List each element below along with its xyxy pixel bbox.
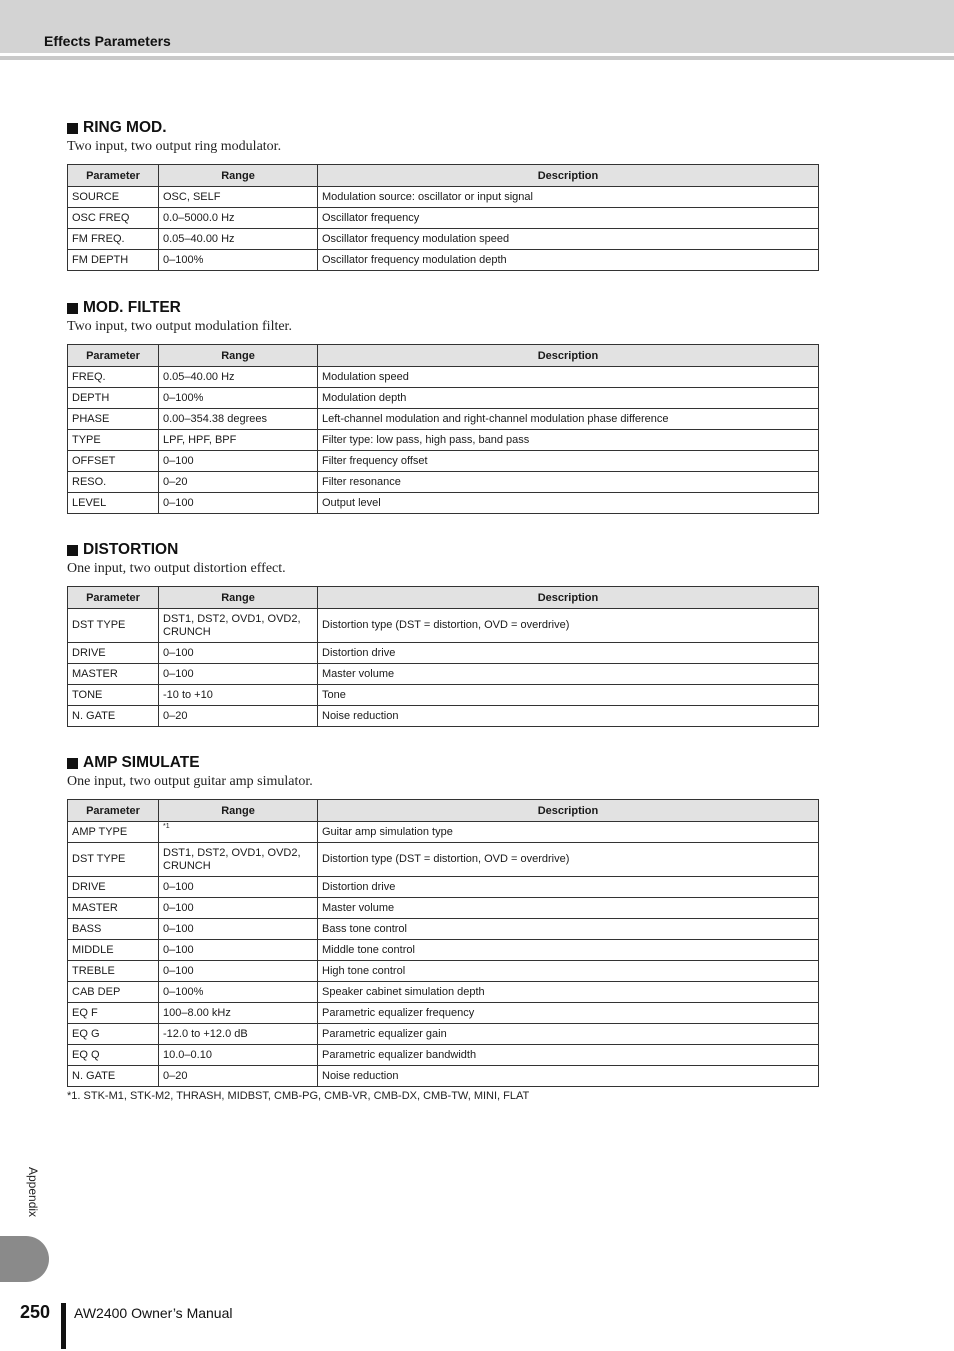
cell-description: Bass tone control (318, 919, 819, 940)
table-row (68, 1003, 819, 1024)
cell-description: Modulation depth (318, 388, 819, 409)
cell-description: Modulation source: oscillator or input signal (318, 187, 819, 208)
square-bullet-icon (67, 758, 78, 769)
table-row (68, 430, 819, 451)
parameter-table (67, 586, 819, 727)
cell-range (159, 822, 318, 843)
column-header-description: Description (318, 587, 819, 609)
table-row (68, 643, 819, 664)
cell-parameter: EQ F (68, 1003, 159, 1024)
table-row (68, 898, 819, 919)
cell-range: 0.05–40.00 Hz (159, 229, 318, 250)
cell-description: Noise reduction (318, 706, 819, 727)
table-row (68, 229, 819, 250)
cell-parameter: DST TYPE (68, 843, 159, 877)
column-header-description: Description (318, 165, 819, 187)
square-bullet-icon (67, 303, 78, 314)
cell-description: Oscillator frequency modulation depth (318, 250, 819, 271)
cell-range: 0–100 (159, 451, 318, 472)
column-header-parameter: Parameter (68, 345, 159, 367)
cell-parameter: TONE (68, 685, 159, 706)
cell-range: 0–100% (159, 982, 318, 1003)
column-header-range: Range (159, 345, 318, 367)
cell-description: Distortion drive (318, 643, 819, 664)
table-row (68, 493, 819, 514)
table-row (68, 388, 819, 409)
cell-parameter: SOURCE (68, 187, 159, 208)
cell-parameter: TREBLE (68, 961, 159, 982)
cell-parameter: FM FREQ. (68, 229, 159, 250)
square-bullet-icon (67, 545, 78, 556)
section-description: One input, two output guitar amp simulator. (67, 774, 313, 789)
table-row (68, 822, 819, 843)
table-header-row (68, 345, 819, 367)
table-row (68, 919, 819, 940)
cell-range: 100–8.00 kHz (159, 1003, 318, 1024)
cell-description: Parametric equalizer frequency (318, 1003, 819, 1024)
table-row (68, 982, 819, 1003)
cell-parameter: DST TYPE (68, 609, 159, 643)
section-mod-filter (67, 299, 818, 514)
column-header-range: Range (159, 800, 318, 822)
cell-description: Parametric equalizer bandwidth (318, 1045, 819, 1066)
footnote: *1. STK-M1, STK-M2, THRASH, MIDBST, CMB-PG, CMB-VR, CMB-DX, CMB-TW, MINI, FLAT (67, 1090, 530, 1102)
table-row (68, 367, 819, 388)
cell-parameter: DRIVE (68, 643, 159, 664)
cell-parameter: BASS (68, 919, 159, 940)
table-row (68, 609, 819, 643)
cell-parameter: OSC FREQ (68, 208, 159, 229)
cell-description: Master volume (318, 664, 819, 685)
footer-bar (61, 1303, 66, 1349)
cell-range: -10 to +10 (159, 685, 318, 706)
table-row (68, 706, 819, 727)
manual-title: AW2400 Owner’s Manual (74, 1305, 233, 1321)
cell-range: DST1, DST2, OVD1, OVD2, CRUNCH (159, 609, 318, 643)
cell-range: 10.0–0.10 (159, 1045, 318, 1066)
side-tab-label: Appendix (26, 1167, 40, 1218)
cell-parameter: AMP TYPE (68, 822, 159, 843)
cell-description: Noise reduction (318, 1066, 819, 1087)
cell-range: 0–100 (159, 898, 318, 919)
cell-description: High tone control (318, 961, 819, 982)
cell-parameter: MASTER (68, 664, 159, 685)
table-header-row (68, 587, 819, 609)
cell-description: Modulation speed (318, 367, 819, 388)
cell-description: Tone (318, 685, 819, 706)
cell-parameter: DRIVE (68, 877, 159, 898)
cell-range: 0.00–354.38 degrees (159, 409, 318, 430)
section-distortion (67, 541, 818, 727)
column-header-range: Range (159, 587, 318, 609)
cell-range: DST1, DST2, OVD1, OVD2, CRUNCH (159, 843, 318, 877)
cell-parameter: EQ G (68, 1024, 159, 1045)
cell-parameter: MIDDLE (68, 940, 159, 961)
section-title: MOD. FILTER (83, 299, 181, 316)
cell-range: 0–100 (159, 664, 318, 685)
parameter-table (67, 799, 819, 1087)
cell-range: OSC, SELF (159, 187, 318, 208)
section-description: One input, two output distortion effect. (67, 561, 286, 576)
section-ring-mod (67, 119, 818, 271)
table-row (68, 877, 819, 898)
cell-parameter: N. GATE (68, 706, 159, 727)
table-header-row (68, 800, 819, 822)
cell-parameter: TYPE (68, 430, 159, 451)
column-header-description: Description (318, 345, 819, 367)
cell-parameter: OFFSET (68, 451, 159, 472)
cell-description: Left-channel modulation and right-channel modulation phase difference (318, 409, 819, 430)
cell-description: Distortion drive (318, 877, 819, 898)
table-row (68, 187, 819, 208)
parameter-table (67, 164, 819, 271)
cell-range: -12.0 to +12.0 dB (159, 1024, 318, 1045)
table-row (68, 1045, 819, 1066)
column-header-parameter: Parameter (68, 587, 159, 609)
cell-description: Oscillator frequency modulation speed (318, 229, 819, 250)
page-number: 250 (20, 1302, 51, 1322)
cell-description: Distortion type (DST = distortion, OVD = overdrive) (318, 843, 819, 877)
table-row (68, 664, 819, 685)
cell-description: Middle tone control (318, 940, 819, 961)
cell-parameter: PHASE (68, 409, 159, 430)
cell-description: Guitar amp simulation type (318, 822, 819, 843)
cell-description: Oscillator frequency (318, 208, 819, 229)
cell-description: Parametric equalizer gain (318, 1024, 819, 1045)
footnote-reference: *1 (163, 823, 170, 830)
table-row (68, 409, 819, 430)
cell-parameter: FREQ. (68, 367, 159, 388)
section-heading (67, 119, 818, 137)
column-header-parameter: Parameter (68, 800, 159, 822)
section-description: Two input, two output modulation filter. (67, 319, 292, 334)
cell-parameter: DEPTH (68, 388, 159, 409)
cell-description: Output level (318, 493, 819, 514)
header-divider-band (0, 56, 954, 60)
cell-description: Filter type: low pass, high pass, band pass (318, 430, 819, 451)
section-heading (67, 541, 818, 559)
cell-range: 0–100% (159, 388, 318, 409)
table-row (68, 1024, 819, 1045)
side-tab-marker (0, 1236, 49, 1282)
square-bullet-icon (67, 123, 78, 134)
cell-range: 0.0–5000.0 Hz (159, 208, 318, 229)
column-header-parameter: Parameter (68, 165, 159, 187)
cell-description: Filter frequency offset (318, 451, 819, 472)
cell-range: 0–100 (159, 919, 318, 940)
section-title: RING MOD. (83, 119, 167, 136)
section-title: AMP SIMULATE (83, 754, 200, 771)
table-row (68, 685, 819, 706)
cell-parameter: EQ Q (68, 1045, 159, 1066)
cell-range: LPF, HPF, BPF (159, 430, 318, 451)
cell-range: 0–100 (159, 877, 318, 898)
table-row (68, 961, 819, 982)
table-row (68, 451, 819, 472)
table-row (68, 472, 819, 493)
column-header-description: Description (318, 800, 819, 822)
parameter-table (67, 344, 819, 514)
cell-parameter: CAB DEP (68, 982, 159, 1003)
section-amp-simulate (67, 754, 818, 1087)
section-heading (67, 299, 818, 317)
cell-description: Speaker cabinet simulation depth (318, 982, 819, 1003)
cell-range: 0–20 (159, 472, 318, 493)
cell-description: Master volume (318, 898, 819, 919)
table-row (68, 940, 819, 961)
table-header-row (68, 165, 819, 187)
cell-description: Filter resonance (318, 472, 819, 493)
cell-range: 0.05–40.00 Hz (159, 367, 318, 388)
cell-range: 0–100 (159, 940, 318, 961)
section-heading (67, 754, 818, 772)
table-row (68, 843, 819, 877)
column-header-range: Range (159, 165, 318, 187)
cell-range: 0–100 (159, 493, 318, 514)
table-row (68, 208, 819, 229)
cell-parameter: N. GATE (68, 1066, 159, 1087)
cell-parameter: LEVEL (68, 493, 159, 514)
cell-parameter: FM DEPTH (68, 250, 159, 271)
cell-range: 0–20 (159, 706, 318, 727)
table-row (68, 1066, 819, 1087)
cell-parameter: RESO. (68, 472, 159, 493)
cell-range: 0–100 (159, 961, 318, 982)
table-row (68, 250, 819, 271)
cell-range: 0–100 (159, 643, 318, 664)
cell-description: Distortion type (DST = distortion, OVD = overdrive) (318, 609, 819, 643)
section-title: DISTORTION (83, 541, 179, 558)
cell-parameter: MASTER (68, 898, 159, 919)
cell-range: 0–20 (159, 1066, 318, 1087)
section-description: Two input, two output ring modulator. (67, 139, 282, 154)
running-header-title: Effects Parameters (44, 33, 171, 49)
cell-range: 0–100% (159, 250, 318, 271)
